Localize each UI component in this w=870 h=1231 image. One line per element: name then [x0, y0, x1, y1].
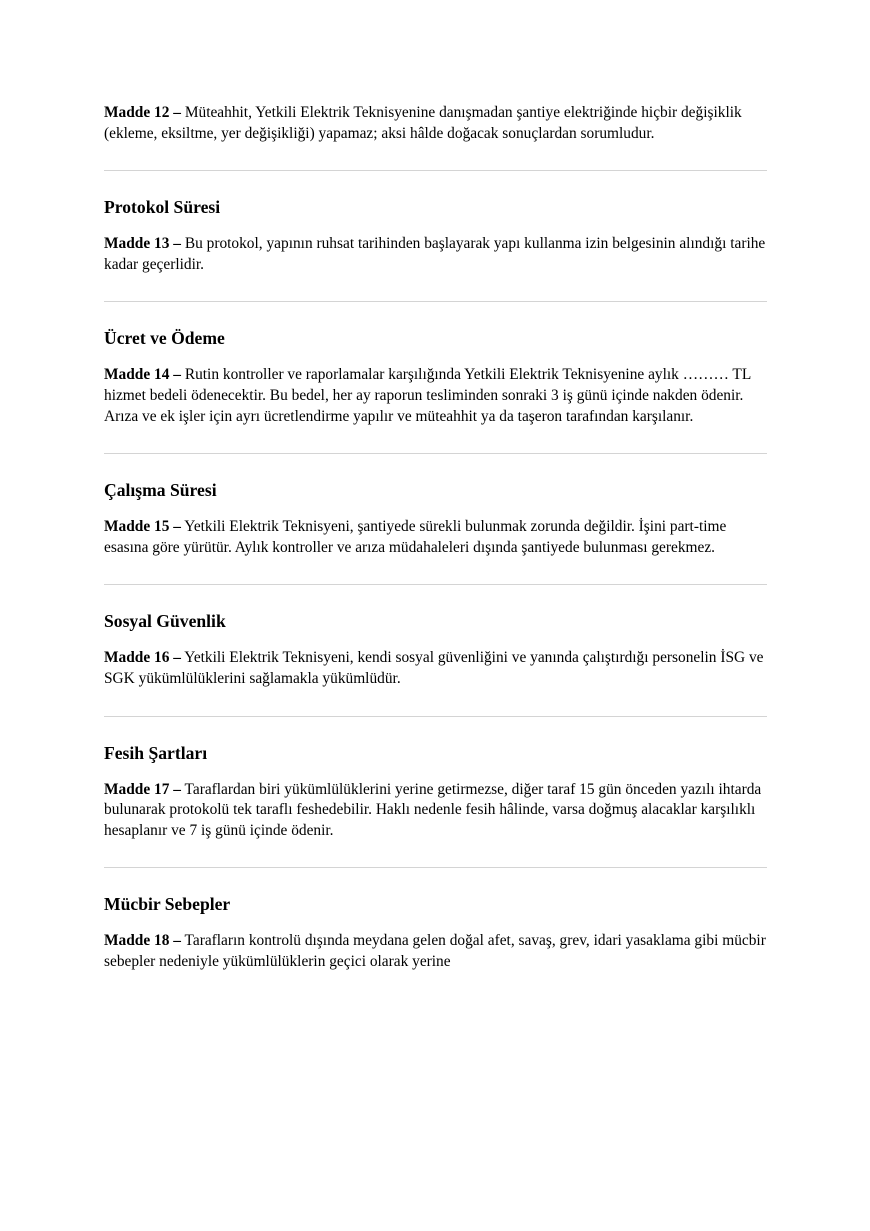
- madde-15-paragraph: [104, 517, 767, 558]
- madde-16-paragraph: [104, 648, 767, 689]
- madde-15-number: Madde 15 –: [104, 518, 181, 536]
- madde-13-paragraph: [104, 234, 767, 275]
- section-divider: [104, 301, 767, 302]
- section-sosyal-guvenlik: [104, 610, 767, 689]
- madde-18-paragraph: [104, 931, 767, 972]
- madde-17-number: Madde 17 –: [104, 780, 181, 798]
- madde-13-text: Bu protokol, yapının ruhsat tarihinden başlayarak yapı kullanma izin belgesinin alındığı tarihe kadar geçerlidir.: [104, 235, 766, 273]
- section-divider: [104, 453, 767, 454]
- madde-16-text: Yetkili Elektrik Teknisyeni, kendi sosyal güvenliğini ve yanında çalıştırdığı personelin İSG ve SGK yükümlülüklerini sağlamakla yükümlüdür.: [104, 649, 764, 687]
- section-title: Sosyal Güvenlik: [104, 611, 226, 632]
- section-divider: [104, 584, 767, 585]
- section-divider: [104, 716, 767, 717]
- section-fesih-sartlari: [104, 742, 767, 842]
- madde-12-paragraph: [104, 103, 767, 144]
- madde-17-paragraph: [104, 780, 767, 842]
- madde-18-number: Madde 18 –: [104, 932, 181, 950]
- madde-13-number: Madde 13 –: [104, 235, 181, 253]
- madde-17-text: Taraflardan biri yükümlülüklerini yerine getirmezse, diğer taraf 15 gün önceden yazılı ihtarda bulunarak protokolü tek taraflı feshedebilir. Haklı nedenle fesih hâlinde, varsa doğmuş alacaklar karşılıklı hesaplanır ve 7 iş günü içinde ödenir.: [104, 780, 762, 839]
- section-title: Ücret ve Ödeme: [104, 328, 225, 349]
- document-page: [104, 103, 767, 973]
- madde-14-text: Rutin kontroller ve raporlamalar karşılığında Yetkili Elektrik Teknisyenine aylık ……… TL hizmet bedeli ödenecektir. Bu bedel, her ay raporun tesliminden sonraki 3 iş günü içinde nakden ödenir. Arıza ve ek işler için ayrı ücretlendirme yapılır ve müteahhit ya da taşeron tarafından karşılanır.: [104, 366, 751, 425]
- section-title: Protokol Süresi: [104, 197, 221, 218]
- madde-12-number: Madde 12 –: [104, 104, 181, 121]
- section-title: Çalışma Süresi: [104, 480, 217, 501]
- madde-12-text: Müteahhit, Yetkili Elektrik Teknisyenine danışmadan şantiye elektriğinde hiçbir değişiklik (ekleme, eksiltme, yer değişikliği) yapamaz; aksi hâlde doğacak sonuçlardan sorumludur.: [104, 104, 742, 142]
- madde-16-number: Madde 16 –: [104, 649, 181, 667]
- section-title: Mücbir Sebepler: [104, 894, 231, 915]
- madde-14-paragraph: [104, 365, 767, 427]
- section-mucbir-sebepler: [104, 893, 767, 972]
- madde-15-text: Yetkili Elektrik Teknisyeni, şantiyede sürekli bulunmak zorunda değildir. İşini part-time esasına göre yürütür. Aylık kontroller ve arıza müdahaleleri dışında şantiyede bulunması gerekmez.: [104, 518, 727, 556]
- madde-18-text: Tarafların kontrolü dışında meydana gelen doğal afet, savaş, grev, idari yasaklama gibi mücbir sebepler nedeniyle yükümlülüklerin geçici olarak yerine: [104, 932, 766, 970]
- section-ucret-ve-odeme: [104, 327, 767, 427]
- section-divider: [104, 867, 767, 868]
- section-calisma-suresi: [104, 479, 767, 558]
- section-title: Fesih Şartları: [104, 742, 208, 763]
- section-protokol-suresi: [104, 196, 767, 275]
- madde-14-number: Madde 14 –: [104, 366, 181, 384]
- section-divider: [104, 170, 767, 171]
